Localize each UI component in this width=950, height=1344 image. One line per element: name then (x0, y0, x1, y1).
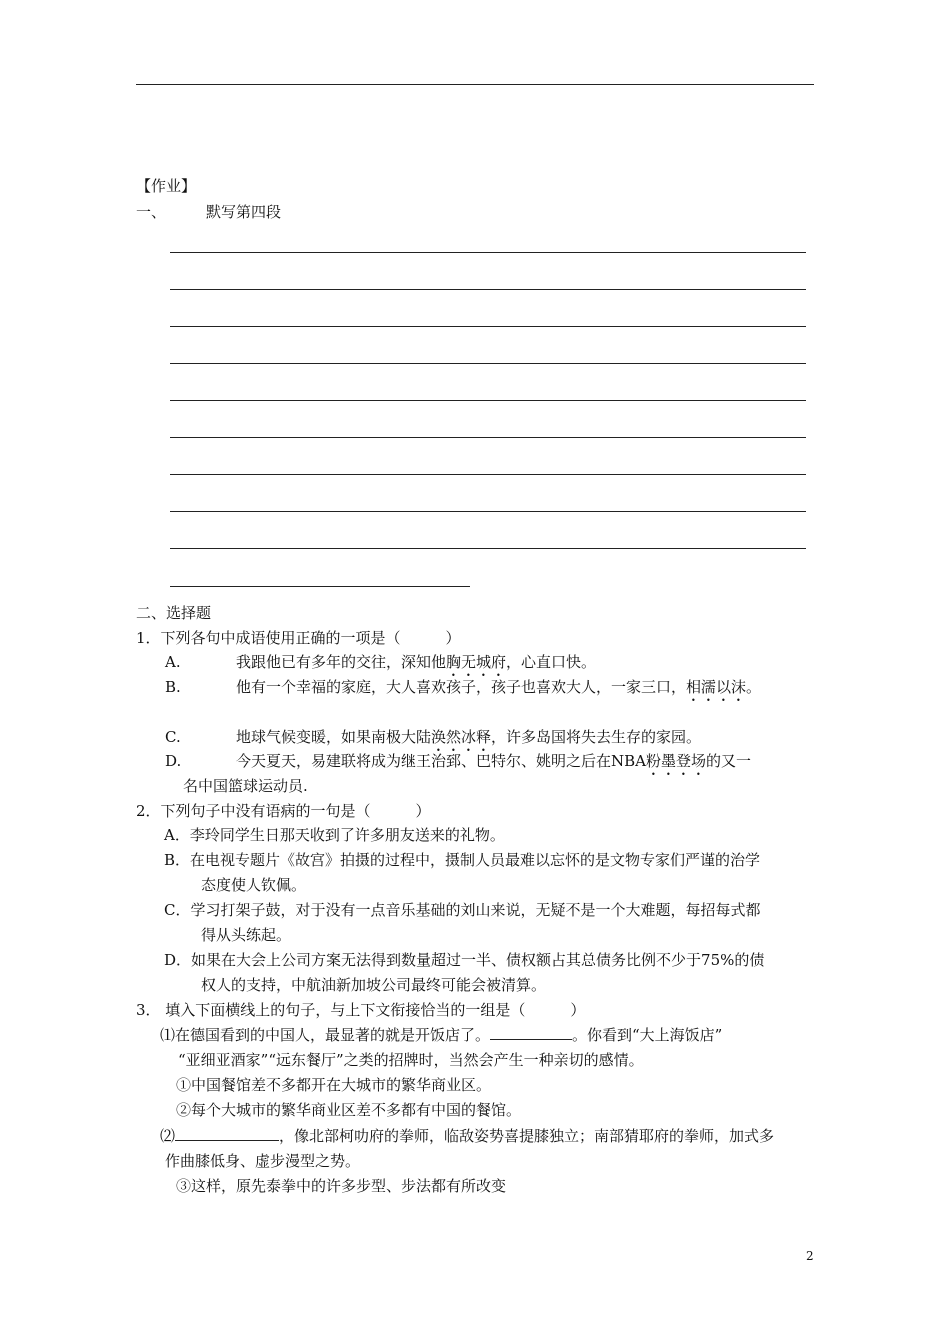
header-rule (136, 84, 814, 85)
writing-line-short (170, 586, 470, 587)
q3-option-3: ③这样，原先泰拳中的许多步型、步法都有所改变 (176, 1177, 507, 1195)
q1-option-d-text-cont: 名中国篮球运动员. (183, 777, 308, 795)
q3-option-1: ①中国餐馆差不多都开在大城市的繁华商业区。 (176, 1076, 492, 1094)
q3-paragraph-1-cont: “亚细亚酒家”“远东餐厅”之类的招牌时，当然会产生一种亲切的感情。 (178, 1051, 644, 1069)
q3-blank-1[interactable] (490, 1025, 572, 1040)
part2-title: 二、选择题 (136, 604, 212, 622)
q2-option-d-cont: 权人的支持，中航油新加坡公司最终可能会被清算。 (201, 976, 547, 994)
q3-blank-2[interactable] (175, 1126, 279, 1141)
writing-line (170, 437, 806, 438)
q1-option-c-label: C. (165, 728, 181, 746)
writing-line (170, 326, 806, 327)
part1-number: 一、 (136, 203, 167, 221)
q1-option-a-label: A. (165, 653, 181, 671)
q2-option-c: C．学习打架子鼓，对于没有一点音乐基础的刘山来说，无疑不是一个大难题，每招每式都 (164, 901, 761, 919)
q3-paragraph-1: ⑴在德国看到的中国人，最显著的就是开饭店了。 。你看到“大上海饭店” (160, 1026, 723, 1044)
q1-option-a-text: 我跟他已有多年的交往，深知他胸无城府，心直口快。 (236, 653, 597, 671)
q3-paragraph-2: ⑵ ，像北部柯叻府的拳师，临敌姿势喜提膝独立；南部猜耶府的拳师，加式多 (160, 1127, 775, 1145)
writing-line (170, 548, 806, 549)
q2-option-a: A．李玲同学生日那天收到了许多朋友送来的礼物。 (164, 826, 505, 844)
q3-stem: 3． 填入下面横线上的句子，与上下文衔接恰当的一组是（ ） (136, 1001, 586, 1019)
part1-title: 默写第四段 (206, 203, 282, 221)
q2-stem: 2．下列句子中没有语病的一句是（ ） (136, 802, 431, 820)
writing-line (170, 474, 806, 475)
writing-line (170, 289, 806, 290)
writing-line (170, 511, 806, 512)
q3-paragraph-2-cont: 作曲膝低身、虚步漫型之势。 (165, 1152, 361, 1170)
q1-option-b-label: B. (165, 678, 181, 696)
q2-option-b: B．在电视专题片《故宫》拍摄的过程中，摄制人员最难以忘怀的是文物专家们严谨的治学 (164, 851, 761, 869)
q1-option-d-label: D. (165, 752, 182, 770)
q2-option-d: D．如果在大会上公司方案无法得到数量超过一半、债权额占其总债务比例不少于75%的债 (164, 951, 765, 969)
q3-option-2: ②每个大城市的繁华商业区差不多都有中国的餐馆。 (176, 1101, 522, 1119)
q1-option-b-text: 他有一个幸福的家庭，大人喜欢孩子，孩子也喜欢大人，一家三口，相濡以沫。 (236, 678, 762, 696)
section-title: 【作业】 (136, 177, 197, 195)
q2-option-b-cont: 态度使人钦佩。 (201, 876, 307, 894)
page-number: 2 (806, 1249, 814, 1263)
q2-option-c-cont: 得从头练起。 (201, 926, 292, 944)
q1-stem: 1．下列各句中成语使用正确的一项是（ ） (136, 629, 461, 647)
writing-line (170, 400, 806, 401)
writing-line (170, 252, 806, 253)
q1-option-d-text: 今天夏天，易建联将成为继王治郅、巴特尔、姚明之后在NBA粉墨登场的又一 (236, 752, 752, 770)
writing-line (170, 363, 806, 364)
q1-option-c-text: 地球气候变暖，如果南极大陆涣然冰释，许多岛国将失去生存的家园。 (236, 728, 702, 746)
